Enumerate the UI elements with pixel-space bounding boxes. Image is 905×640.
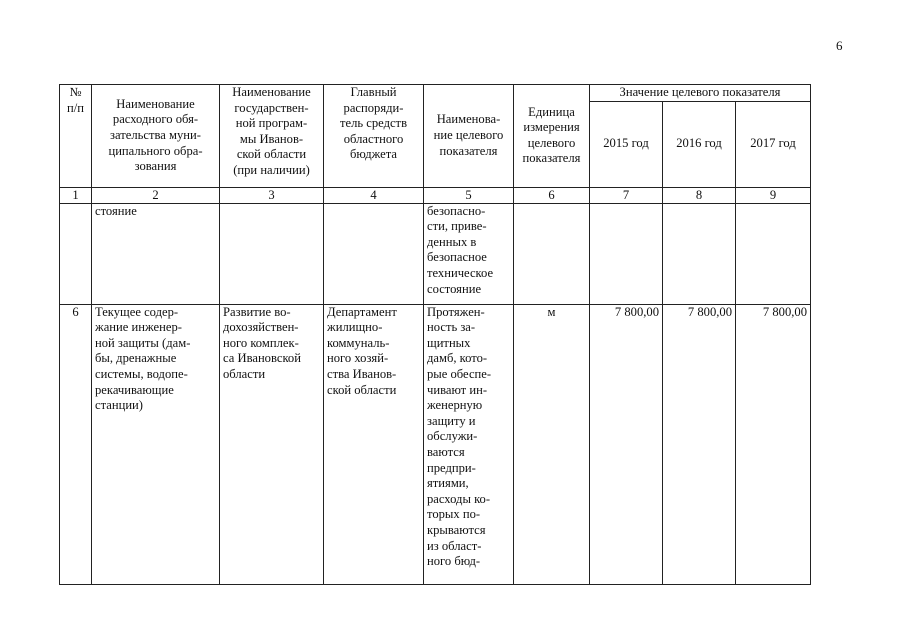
header-number: № п/п <box>60 85 92 188</box>
column-number: 3 <box>220 187 324 203</box>
table-row <box>60 304 811 584</box>
target-indicators-table <box>59 84 811 585</box>
header-year-2015: 2015 год <box>590 101 663 187</box>
column-number: 6 <box>514 187 590 203</box>
page-number: 6 <box>836 38 843 53</box>
header-unit: Единица измерения целевого показателя <box>514 85 590 188</box>
row-unit: м <box>514 304 590 584</box>
row-program <box>220 203 324 304</box>
row-value-2015 <box>590 203 663 304</box>
column-number: 8 <box>663 187 736 203</box>
row-value-2016 <box>663 203 736 304</box>
row-administrator: Департамент жилищно- коммуналь- ного хозяй- ства Иванов- ской области <box>324 304 424 584</box>
row-value-2015: 7 800,00 <box>590 304 663 584</box>
header-year-2017: 2017 год <box>736 101 811 187</box>
column-number: 4 <box>324 187 424 203</box>
table-row <box>60 203 811 304</box>
row-value-2017 <box>736 203 811 304</box>
column-number: 1 <box>60 187 92 203</box>
row-number: 6 <box>60 304 92 584</box>
header-target-value-group: Значение целевого показателя <box>590 85 811 102</box>
column-number: 2 <box>92 187 220 203</box>
column-number: 5 <box>424 187 514 203</box>
row-number <box>60 203 92 304</box>
header-row <box>60 85 811 102</box>
row-value-2017: 7 800,00 <box>736 304 811 584</box>
header-program: Наименование государствен- ной програм- мы Иванов- ской области (при наличии) <box>220 85 324 188</box>
row-program: Развитие во- дохозяйствен- ного комплек- са Ивановской области <box>220 304 324 584</box>
row-administrator <box>324 203 424 304</box>
header-indicator: Наименова- ние целевого показателя <box>424 85 514 188</box>
row-obligation: Текущее содер- жание инженер- ной защиты (дам- бы, дренажные системы, водопе- рекачивающие станции) <box>92 304 220 584</box>
header-year-2016: 2016 год <box>663 101 736 187</box>
row-indicator: безопасно- сти, приве- денных в безопасное техническое состояние <box>424 203 514 304</box>
row-value-2016: 7 800,00 <box>663 304 736 584</box>
column-numbers-row <box>60 187 811 203</box>
header-administrator: Главный распоряди- тель средств областного бюджета <box>324 85 424 188</box>
row-unit <box>514 203 590 304</box>
column-number: 9 <box>736 187 811 203</box>
row-obligation: стояние <box>92 203 220 304</box>
header-obligation: Наименование расходного обя- зательства муни- ципального обра- зования <box>92 85 220 188</box>
column-number: 7 <box>590 187 663 203</box>
row-indicator: Протяжен- ность за- щитных дамб, кото- рые обеспе- чивают ин- женерную защиту и обслужи- ваются предпри- ятиями, расходы ко- торых по- крываются из област- ного бюд- <box>424 304 514 584</box>
